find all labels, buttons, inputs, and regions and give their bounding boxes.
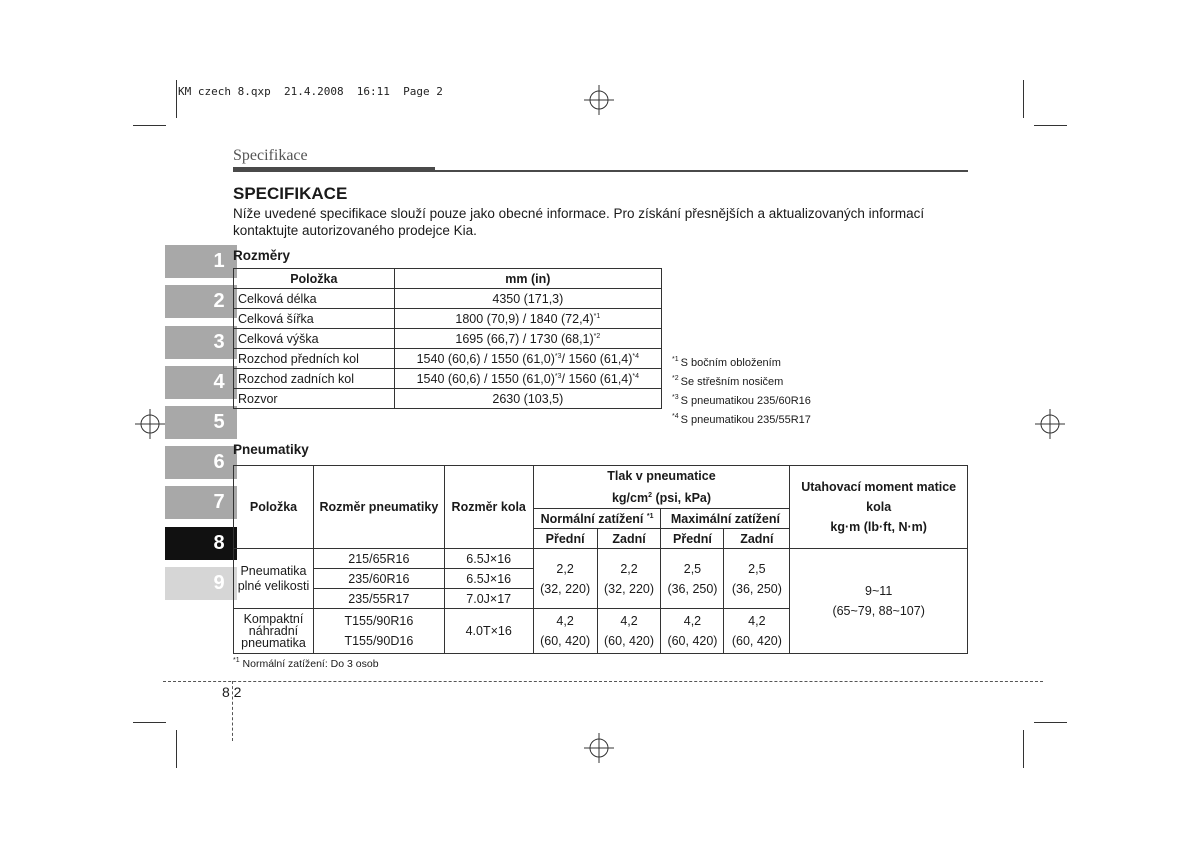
cell-value: (32, 220) [540,581,591,596]
table-cell [724,609,790,654]
column-header: Maximální zatížení [661,509,790,529]
header-line: kg·m (lb·ft, N·m) [830,520,927,534]
cell-value: 9~11 [865,584,893,598]
cell-value: 1540 (60,6) / 1550 (61,0) [416,351,555,366]
crop-mark [1034,125,1067,126]
footnote-mark: *4 [632,352,640,360]
dimension-notes [672,352,811,428]
cell-value: (65~79, 88~107) [832,604,925,618]
footnote-mark: *2 [672,375,679,382]
table-row [234,309,662,329]
print-slug: KM czech 8.qxp 21.4.2008 16:11 Page 2 [178,85,443,98]
cell-value: / 1560 (61,4) [561,371,633,386]
chapter-tab-label: 8 [213,532,225,554]
tyres-table [233,465,968,654]
chapter-tab-9[interactable] [165,567,237,600]
header-line: Tlak v pneumatice [607,469,716,483]
crop-mark [1034,722,1067,723]
chapter-tab-8[interactable] [165,527,237,560]
footnote-mark: *2 [593,332,601,340]
footnote-mark: *4 [672,413,679,420]
chapter-tab-1[interactable] [165,245,237,278]
table-cell [533,549,597,609]
cell-value: T155/90R16 [344,614,414,628]
cell-value: 4,2 [683,614,702,628]
table-row [234,389,662,409]
intro-paragraph: Níže uvedené specifikace slouží pouze jako obecné informace. Pro získání přesnějších a aktualizovaných informací kontaktujte autorizovaného prodejce Kia. [233,206,925,238]
table-cell [394,349,661,369]
table-cell: 7.0J×17 [444,589,533,609]
footnote-mark: *3 [554,352,562,360]
footnote-mark: *3 [672,394,679,401]
header-rule-thin [435,170,968,172]
chapter-tab-label: 5 [213,411,225,433]
page-title: SPECIFIKACE [233,184,348,203]
table-cell [313,609,444,654]
cell-value: 2,2 [556,561,574,576]
dimensions-table [233,268,662,409]
running-head: Specifikace [233,147,308,164]
cell-value: 2,2 [620,561,638,576]
note-text: S pneumatikou 235/60R16 [680,395,811,407]
chapter-tab-label: 4 [213,371,225,393]
cell-value: 2,5 [748,561,766,576]
note-item [672,390,811,409]
table-row [234,349,662,369]
note-text: Se střešním nosičem [680,376,784,388]
cell-value: 4,2 [556,614,574,628]
chapter-tab-6[interactable] [165,446,237,479]
table-cell: 2630 (103,5) [394,389,661,409]
chapter-tab-4[interactable] [165,366,237,399]
footer-dashed-rule [163,681,1043,682]
column-header: Rozměr kola [444,466,533,549]
column-header: Položka [234,269,395,289]
chapter-tab-3[interactable] [165,326,237,359]
table-cell: 235/55R17 [313,589,444,609]
table-cell [661,609,724,654]
table-header-row [234,466,968,509]
table-cell: Kompaktní náhradní pneumatika [234,609,314,654]
table-cell: Celková výška [234,329,395,349]
column-header: Zadní [597,529,661,549]
crop-mark [133,125,166,126]
column-header: Položka [234,466,314,549]
column-header: Přední [533,529,597,549]
table-cell [790,549,968,654]
note-text: S pneumatikou 235/55R17 [680,414,811,426]
table-cell: 4350 (171,3) [394,289,661,309]
cell-value: 1695 (66,7) / 1730 (68,1) [455,331,594,346]
table-cell: 215/65R16 [313,549,444,569]
column-header [790,466,968,549]
superscript: 2 [648,492,652,499]
chapter-tab-label: 2 [213,290,225,312]
header-line: kola [866,500,892,514]
table-cell: 4.0T×16 [444,609,533,654]
table-cell [394,329,661,349]
page-number: 8 2 [222,684,242,700]
cell-value: 4,2 [748,614,766,628]
table-cell: Rozchod předních kol [234,349,395,369]
cell-value: 1540 (60,6) / 1550 (61,0) [416,371,555,386]
cell-value: T155/90D16 [344,634,414,648]
table-cell: Celková délka [234,289,395,309]
table-cell [724,549,790,609]
table-cell: 235/60R16 [313,569,444,589]
crop-mark [176,80,177,118]
chapter-tab-label: 9 [213,572,225,594]
cell-value: (60, 420) [604,634,655,648]
table-row [234,369,662,389]
header-text: kg/cm [611,491,649,505]
table-cell: Pneumatika plné velikosti [234,549,314,609]
registration-mark-icon [1035,409,1065,439]
footnote-text: Normální zatížení: Do 3 osob [242,658,379,670]
cell-value: 1800 (70,9) / 1840 (72,4) [455,311,594,326]
crop-mark [176,730,177,768]
table-row [234,289,662,309]
table-cell [597,609,661,654]
header-line: Utahovací moment matice [801,480,957,494]
chapter-tab-label: 7 [213,491,225,513]
table-header-row [234,269,662,289]
table-cell: Rozvor [234,389,395,409]
header-text: (psi, kPa) [651,491,712,505]
footnote-mark: *1 [233,657,240,664]
column-header [533,466,790,509]
chapter-tab-2[interactable] [165,285,237,318]
table-cell [394,309,661,329]
header-rule-thick [233,167,435,172]
table-row [234,549,968,569]
registration-mark-icon [584,85,614,115]
column-header: mm (in) [394,269,661,289]
header-text: Normální zatížení [540,511,644,526]
crop-mark [1023,730,1024,768]
footnote-mark: *1 [593,312,601,320]
cell-value: (60, 420) [667,634,718,648]
footnote-mark: *1 [672,356,679,363]
chapter-tab-label: 1 [213,250,225,272]
cell-value: (32, 220) [604,581,655,596]
column-header: Zadní [724,529,790,549]
chapter-tab-label: 3 [213,331,225,353]
chapter-tab-5[interactable] [165,406,237,439]
table-footnote [233,657,379,670]
cell-value: 4,2 [620,614,638,628]
crop-mark [1023,80,1024,118]
footnote-mark: *4 [632,372,640,380]
cell-value: (60, 420) [731,634,782,648]
cell-value: / 1560 (61,4) [561,351,633,366]
cell-value: (36, 250) [667,581,718,596]
column-header [533,509,661,529]
table-cell [661,549,724,609]
tyres-heading: Pneumatiky [233,442,309,457]
note-text: S bočním obložením [680,357,781,369]
table-cell [394,369,661,389]
crop-mark [133,722,166,723]
registration-mark-icon [135,409,165,439]
header-line [536,486,788,508]
footnote-mark: *3 [554,372,562,380]
cell-value: 2,5 [683,561,702,576]
cell-value: (60, 420) [540,634,591,648]
footnote-mark: *1 [646,512,654,520]
table-row [234,329,662,349]
table-cell: 6.5J×16 [444,549,533,569]
chapter-tab-label: 6 [213,451,225,473]
table-cell: 6.5J×16 [444,569,533,589]
column-header: Rozměr pneumatiky [313,466,444,549]
column-header: Přední [661,529,724,549]
note-item [672,409,811,428]
cell-value: (36, 250) [731,581,782,596]
chapter-tab-7[interactable] [165,486,237,519]
table-cell [533,609,597,654]
table-cell: Rozchod zadních kol [234,369,395,389]
note-item [672,371,811,390]
table-cell: Celková šířka [234,309,395,329]
dimensions-heading: Rozměry [233,248,291,263]
registration-mark-icon [584,733,614,763]
table-cell [597,549,661,609]
note-item [672,352,811,371]
